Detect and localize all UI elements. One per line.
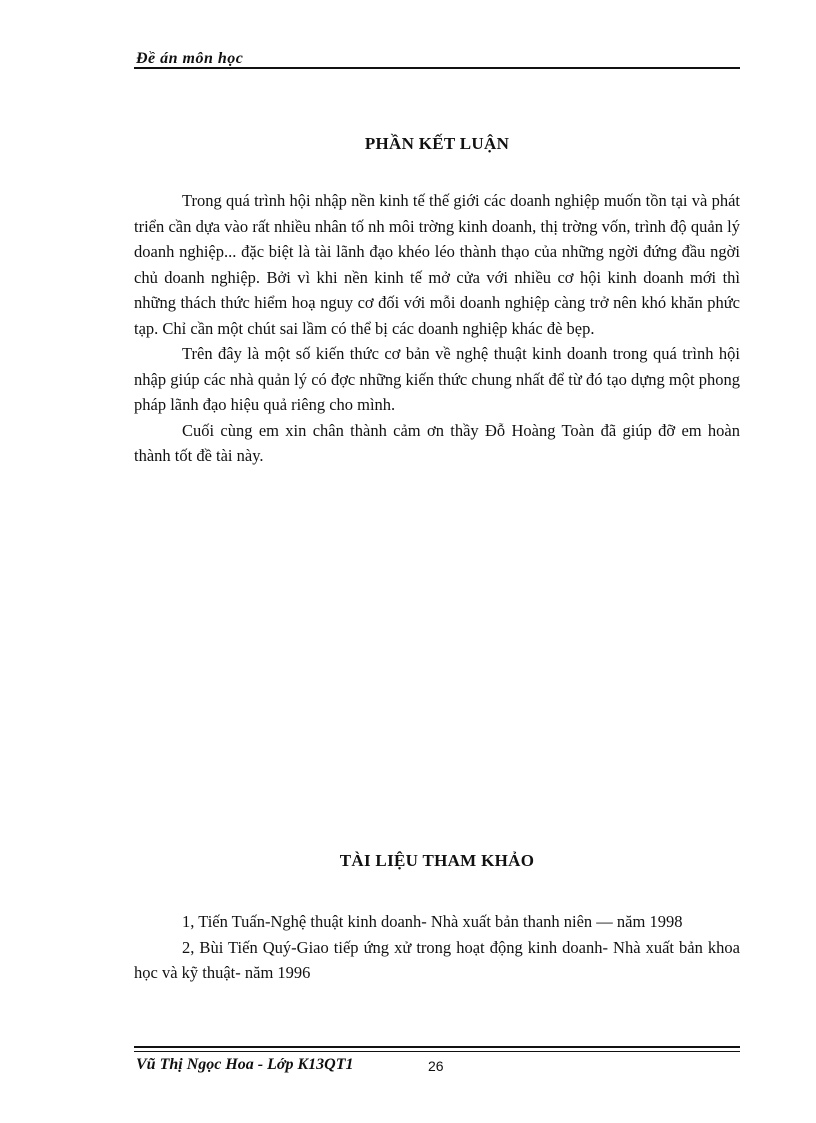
- header-divider: [134, 67, 740, 69]
- conclusion-body: [134, 188, 740, 469]
- conclusion-paragraph: Cuối cùng em xin chân thành cảm ơn thầy Đỗ Hoàng Toàn đã giúp đỡ em hoàn thành tốt đề tài này.: [134, 420, 740, 465]
- header-title: Đề án môn học: [136, 50, 244, 67]
- page-number: 26: [428, 1058, 444, 1074]
- conclusion-paragraph: Trên đây là một số kiến thức cơ bản về nghệ thuật kinh doanh trong quá trình hội nhập giúp các nhà quản lý có đợc những kiến thức chung nhất để từ đó tạo dựng một phong pháp lãnh đạo hiệu quả riêng cho mình.: [134, 344, 740, 414]
- footer-author: Vũ Thị Ngọc Hoa - Lớp K13QT1: [136, 1056, 354, 1073]
- reference-item: 1, Tiến Tuấn-Nghệ thuật kinh doanh- Nhà xuất bản thanh niên — năm 1998: [182, 912, 683, 931]
- conclusion-heading: PHẦN KẾT LUẬN: [364, 134, 510, 153]
- conclusion-paragraph: Trong quá trình hội nhập nền kinh tế thế giới các doanh nghiệp muốn tồn tại và phát triển cần dựa vào rất nhiều nhân tố nh môi trờng kinh doanh, thị trờng vốn, trình độ quản lý doanh nghiệp... đặc biệt là tài lãnh đạo khéo léo thành thạo của những ngời đứng đầu ngời chủ doanh nghiệp. Bởi vì khi nền kinh tế mở cửa với nhiều cơ hội kinh doanh mới thì những thách thức hiểm hoạ nguy cơ đối với mỗi doanh nghiệp càng trở nên khó khăn phức tạp. Chỉ cần một chút sai lầm có thể bị các doanh nghiệp khác đè bẹp.: [134, 191, 740, 338]
- references-list: [134, 909, 740, 986]
- reference-item: 2, Bùi Tiến Quý-Giao tiếp ứng xử trong hoạt động kinh doanh- Nhà xuất bản khoa học và kỹ thuật- năm 1996: [134, 937, 740, 982]
- references-heading: TÀI LIỆU THAM KHẢO: [339, 851, 535, 870]
- footer-divider-thin: [134, 1051, 740, 1052]
- footer-divider: [134, 1046, 740, 1048]
